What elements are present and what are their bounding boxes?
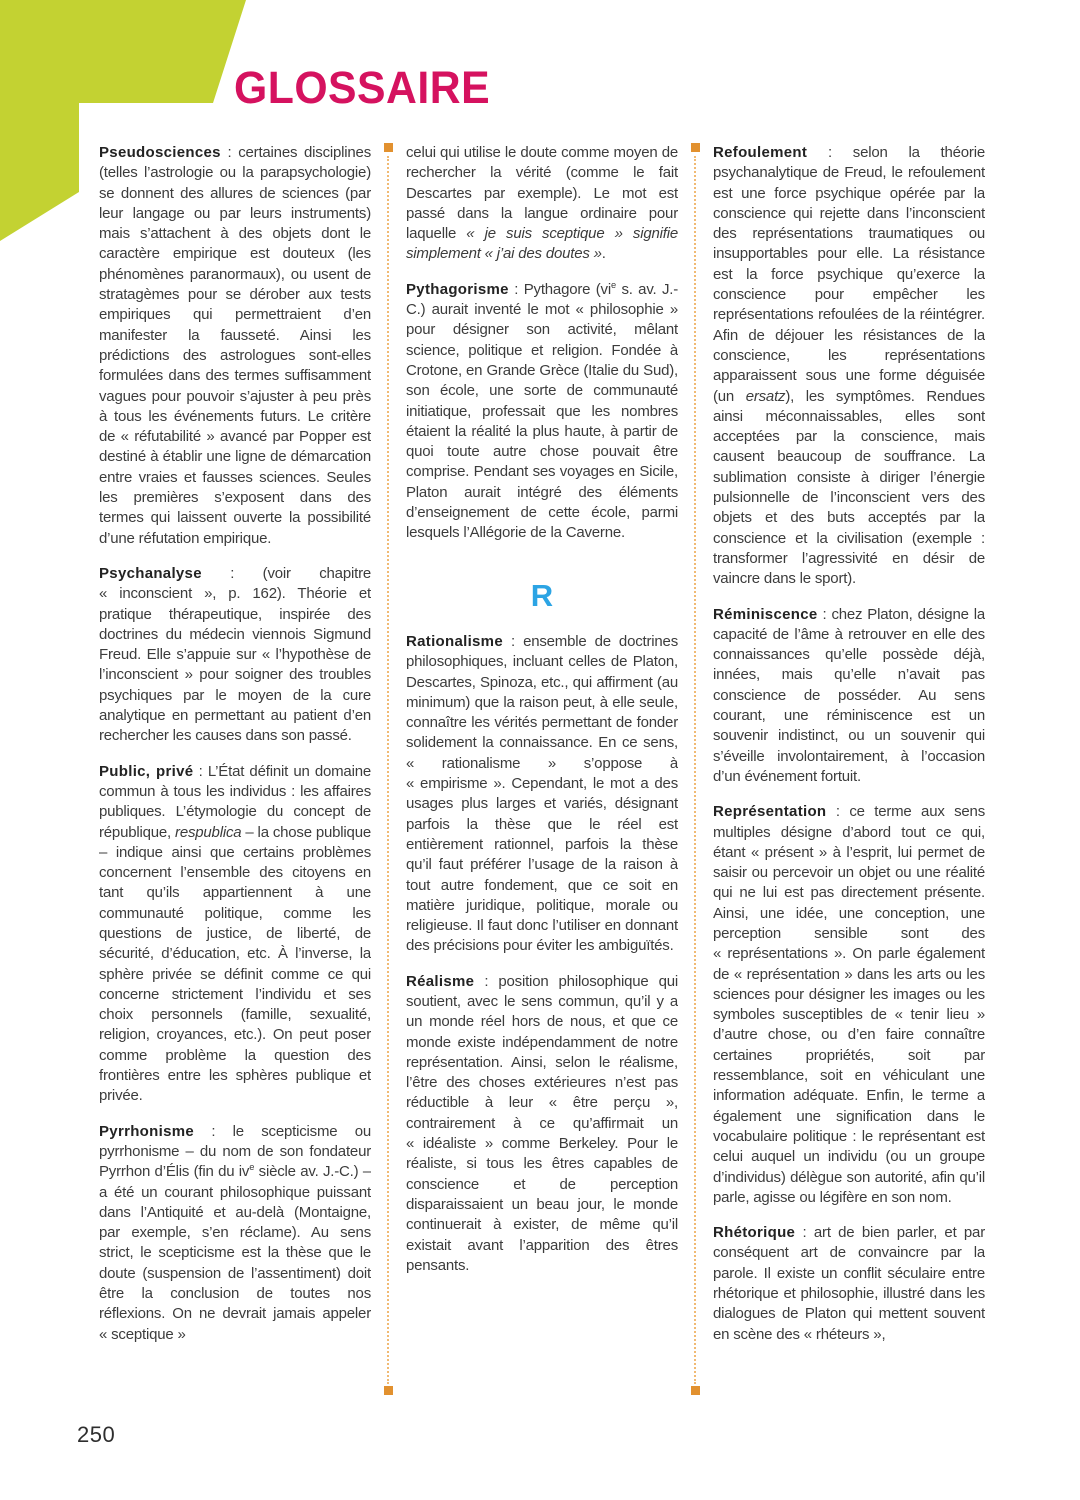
entry-term: Psychanalyse <box>99 564 202 582</box>
entry-definition: ce terme aux sens multiples désigne d’abord tout ce qui, étant « présent » à l’esprit, lui permet de saisir ou percevoir un objet ou une réalité qui ne lui est pas directement présente. Ainsi, une idée, une conception, une perception sensible sont des « représentations ». On parle également de « représentation » dans les arts ou les sciences pour désigner les images ou les symboles susceptibles de « tenir lieu » d’autre chose, ou d’en faire connaître certaines propriétés, soit par ressemblance, soit en véhiculant une information adéquate. Enfin, le terme a également une signification dans le vocabulaire politique : le représentant est celui auquel un individu (ou un groupe d’individus) délègue son autorité, afin qu’il parle, agisse ou légifère en son nom. <box>713 803 985 1206</box>
term-separator: : <box>220 144 239 161</box>
entry-term: Refoulement <box>713 144 808 161</box>
entry-definition: chez Platon, désigne la capacité de l’âme à retrouver en elle des connaissances qu’elle possède déjà, innées, mais qu’elle n’avait pas conscience de posséder. Au sens courant, une réminiscence est un souvenir indistinct, ou un souvenir qui s’éveille involontairement, à l’occasion d’un événement fortuit. <box>713 605 985 785</box>
entry-definition: L’État définit un domaine commun à tous les individus : les affaires publiques. L’étymologie du concept de république, respublica – la chose publique – indique ainsi que certains problèmes concernent l’ensemble des citoyens en tant qu’ils appartiennent à une communauté politique, comme les questions de justice, de liberté, de sécurité, d’éducation, etc. À l’inverse, la sphère privée se définit comme ce qui concerne strictement l’individu et ses choix personnels (famille, sexualité, religion, croyances, etc.). On peut poser comme problème la question des frontières entre les sphères publique et privée. <box>99 762 371 1105</box>
glossary-column-2 <box>406 143 678 1420</box>
entry-definition: selon la théorie psychanalytique de Freud, le refoulement est une force psychique opérée par la conscience qui rejette dans l’inconscient des représentations traumatiques ou insupportables pour elle. La résistance est la force psychique qu’exerce la conscience pour empêcher les représentations refoulées de la réintégrer. Afin de déjouer les résistances de la conscience, les représentations apparaissent sous une forme déguisée (un ersatz), les symptômes. Rendues ainsi méconnaissables, elles sont acceptées par la conscience, mais causent beaucoup de souffrance. La sublimation consiste à diriger l’énergie pulsionnelle de l’inconscient vers des objets et des buts acceptés par la conscience et la civilisation (exemple : transformer l’agressivité en désir de vaincre dans le sport). <box>713 144 985 588</box>
glossary-entry <box>99 564 371 747</box>
page-number: 250 <box>77 1422 116 1447</box>
divider-dotted-line <box>694 156 696 1384</box>
entry-definition: ensemble de doctrines philosophiques, incluant celles de Platon, Descartes, Spinoza, etc., qui affirment (au minimum) que la raison peut, à elle seule, connaître les vérités permettant de fonder solidement la connaissance. En ce sens, « rationalisme » s’oppose à « empirisme ». Cependant, le mot a des usages plus larges et variés, désignant parfois la thèse que le réel est entièrement rationnel, parfois la thèse qu’il faut préférer l’usage de la raison à tout autre fondement, que ce soit en matière juridique, politique, morale ou religieuse. Il faut donc l’utiliser en donnant des précisions pour éviter les ambiguïtés. <box>406 632 678 955</box>
entry-term: Pseudosciences <box>99 144 221 161</box>
entry-definition: position philosophique qui soutient, avec le sens commun, qu’il y a un monde réel hors de nous, et que ce monde existe indépendamment de notre représentation. Ainsi, selon le réalisme, l’être des choses extérieures n’est pas réductible à leur « être perçu », contrairement à ce qu’affirmait un « idéaliste » comme Berkeley. Pour le réaliste, si tous les êtres capables de conscience et de perception disparaissaient un beau jour, le monde continuerait à exister, de même qu’il existait avant l’apparition des êtres pensants. <box>406 972 678 1274</box>
glossary-entry <box>99 762 371 1107</box>
term-separator: : <box>817 605 832 623</box>
glossary-column-1 <box>99 143 371 1420</box>
term-separator: : <box>474 972 499 990</box>
term-separator: : <box>795 1224 814 1242</box>
glossary-entry <box>713 605 985 788</box>
glossary-entry <box>99 1122 371 1345</box>
term-separator: : <box>201 564 263 582</box>
glossary-entry <box>713 143 985 590</box>
term-separator: : <box>194 1122 233 1140</box>
term-separator: : <box>807 144 853 161</box>
entry-term: Rhétorique <box>713 1224 796 1242</box>
term-separator: : <box>193 762 208 780</box>
term-separator: : <box>826 803 850 821</box>
entry-term: Rationalisme <box>406 632 503 650</box>
glossary-column-3 <box>713 143 985 1420</box>
glossary-entry <box>406 972 678 1276</box>
letter-heading: R <box>530 577 554 613</box>
glossary-columns <box>99 143 985 1420</box>
term-separator: : <box>502 632 524 650</box>
glossary-entry <box>99 143 371 549</box>
divider-marker-icon <box>691 1386 700 1395</box>
entry-continuation <box>406 143 678 265</box>
entry-definition: celui qui utilise le doute comme moyen de rechercher la vérité (comme le fait Descartes par exemple). Le mot est passé dans la langue ordinaire pour laquelle « je suis sceptique » signifie simplement « j’ai des doutes ». <box>406 144 678 263</box>
divider-marker-icon <box>384 143 393 152</box>
glossary-entry <box>406 632 678 957</box>
entry-definition: Pythagore ($vi^e$ s. av. J.-C.) aurait inventé le mot « philosophie » pour désigner son activité, mêlant science, politique et religion. Fondée à Crotone, en Grande Grèce (Italie du Sud), son école, une sorte de communauté initiatique, professait que les nombres étaient la réalité la plus haute, à partir de quoi toute autre chose pouvait être comprise. Pendant ses voyages en Sicile, Platon aurait intégré des éléments d’enseignement de cette école, parmi lesquels l’Allégorie de la Caverne. <box>406 279 678 542</box>
divider-marker-icon <box>691 143 700 152</box>
glossary-entry <box>713 1223 985 1345</box>
divider-dotted-line <box>387 156 389 1384</box>
entry-term: Représentation <box>713 803 827 821</box>
divider-marker-icon <box>384 1386 393 1395</box>
entry-definition: certaines disciplines (telles l’astrologie ou la parapsychologie) se donnent des allures de sciences (par leur langage ou par leurs instruments) mais s’attachent à des objets dont le caractère empirique est douteux (les phénomènes paranormaux), ou usent de stratagèmes pour se dérober aux tests empiriques qui permettraient d’en manifester la fausseté. Ainsi les prédictions des astrologues sont-elles formulées dans des termes suffisamment vagues pour pouvoir s’ajuster à peu près à tous les événements futurs. Le critère de « réfutabilité » avancé par Popper est destiné à établir une ligne de démarcation entre vraies et fausses sciences. Seules les premières s’exposent dans des termes qui laissent ouverte la possibilité d’une réfutation empirique. <box>99 144 371 547</box>
entry-term: Pythagorisme <box>406 280 509 298</box>
entry-term: Réminiscence <box>713 605 818 623</box>
glossary-entry <box>713 802 985 1208</box>
entry-term: Réalisme <box>406 972 475 990</box>
page-title: GLOSSAIRE <box>234 62 491 113</box>
entry-term: Public, privé <box>99 762 194 780</box>
entry-term: Pyrrhonisme <box>99 1122 194 1140</box>
column-divider <box>678 143 713 1395</box>
entry-definition: (voir chapitre « inconscient », p. 162). Théorie et pratique thérapeutique, inspirée des doctrines du médecin viennois Sigmund Freud. Elle s’appuie sur « l’hypothèse de l’inconscient » pour soigner des troubles psychiques par le moyen de la cure analytique en permettant au patient d’en rechercher les causes dans son passé. <box>99 564 371 745</box>
column-divider <box>371 143 406 1395</box>
entry-definition: art de bien parler, et par conséquent art de convaincre par la parole. Il existe un conflit séculaire entre rhétorique et philosophie, illustré dans les dialogues de Platon qui mettent souvent en scène des « rhéteurs », <box>713 1224 985 1343</box>
term-separator: : <box>508 280 524 298</box>
glossary-entry <box>406 280 678 544</box>
entry-definition: le scepticisme ou pyrrhonisme – du nom de son fondateur Pyrrhon d’Élis (fin du $iv^e$ siècle av. J.-C.) – a été un courant philosophique puissant dans l’Antiquité et au-delà (Montaigne, par exemple, s’en réclame). Au sens strict, le scepticisme est la thèse que le doute (suspension de l’assentiment) doit être la conclusion de toutes nos réflexions. On ne devrait jamais appeler « sceptique » <box>99 1122 371 1343</box>
